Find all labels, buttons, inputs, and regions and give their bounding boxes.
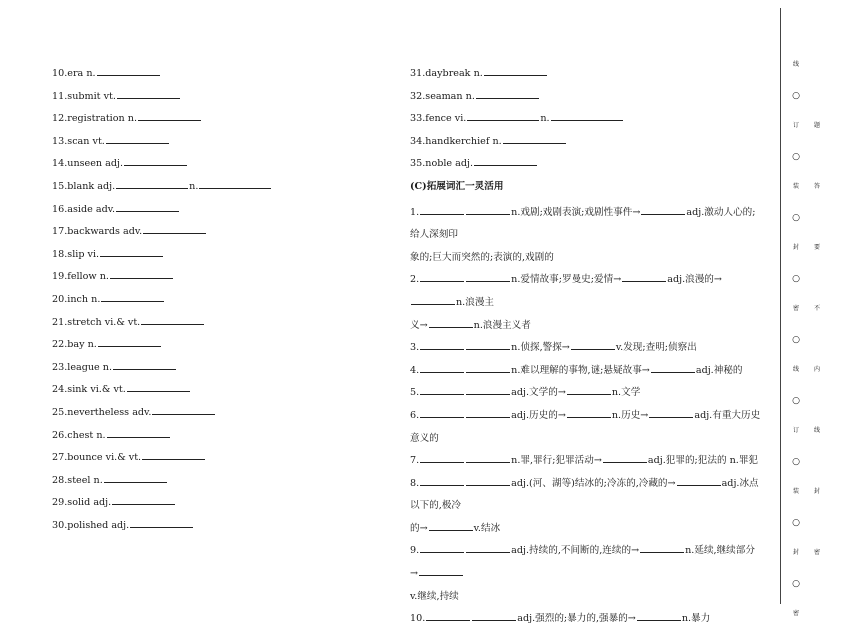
question-text: adj.有重大历史意义的 <box>410 409 761 444</box>
question-text: adj.历史的→ <box>511 409 566 421</box>
vocab-number: 30. <box>52 519 68 531</box>
answer-blank[interactable] <box>101 292 164 302</box>
fill-in-question <box>410 382 762 405</box>
binding-char <box>811 569 823 600</box>
vocab-pos: vi. <box>87 248 100 260</box>
vocab-word: sink <box>67 384 88 396</box>
vocab-item <box>52 202 372 225</box>
vocab-word: aside <box>67 203 93 215</box>
question-text: n.文学 <box>611 387 641 399</box>
answer-blank[interactable] <box>466 272 510 282</box>
answer-blank[interactable] <box>152 405 215 415</box>
fill-in-question <box>410 450 762 473</box>
answer-blank[interactable] <box>113 360 176 370</box>
answer-blank[interactable] <box>143 224 206 234</box>
answer-blank[interactable] <box>466 205 510 215</box>
vocab-pos: n. <box>86 68 96 79</box>
answer-blank[interactable] <box>106 134 169 144</box>
vocab-item <box>52 111 372 134</box>
binding-hole-mark: ○ <box>792 517 800 528</box>
binding-char: 订 <box>792 427 799 434</box>
vocab-pos: n. <box>87 339 97 351</box>
question-text: v.发现;查明;侦察出 <box>615 342 697 354</box>
question-text: adj.强烈的;暴力的,强暴的→ <box>517 613 636 625</box>
question-number: 2. <box>410 274 420 286</box>
vocab-number: 20. <box>52 293 68 305</box>
binding-margin-inner <box>790 50 802 630</box>
binding-hole-mark: ○ <box>792 212 800 223</box>
question-number: 3. <box>410 342 420 354</box>
vocab-number: 16. <box>52 203 68 215</box>
section-title: (C)拓展词汇一灵活用 <box>410 180 504 192</box>
answer-blank[interactable] <box>466 363 510 373</box>
binding-char <box>811 386 823 417</box>
vocab-number: 15. <box>52 180 68 192</box>
vocab-word: stretch <box>67 316 102 328</box>
vocab-number: 22. <box>52 339 68 351</box>
vocab-item <box>52 495 372 518</box>
answer-blank[interactable] <box>420 408 464 418</box>
vocab-word: solid <box>67 497 91 509</box>
question-number: 7. <box>410 455 420 467</box>
question-number: 10. <box>410 613 426 625</box>
question-line <box>410 269 762 314</box>
vocab-pos: n. <box>93 474 103 486</box>
binding-hole-mark: ○ <box>792 151 800 162</box>
vocab-pos: n. <box>102 361 113 373</box>
vocab-pos: n. <box>473 68 483 79</box>
question-number: 8. <box>410 477 420 489</box>
vocab-word: blank <box>67 180 95 192</box>
binding-line <box>780 8 781 604</box>
vocab-word: inch <box>67 293 89 305</box>
binding-char: 内 <box>813 366 820 373</box>
answer-blank[interactable] <box>138 111 201 121</box>
vocab-word: backwards <box>67 226 120 238</box>
vocab-item <box>52 428 372 451</box>
question-text: v.结冰 <box>473 522 501 534</box>
answer-blank[interactable] <box>141 315 204 325</box>
question-text: adj.神秘的 <box>695 364 743 376</box>
question-line <box>410 337 762 360</box>
vocab-number: 32. <box>410 90 426 102</box>
binding-char: 封 <box>813 488 820 495</box>
vocab-pos: vt. <box>103 90 116 102</box>
vocab-number: 27. <box>52 452 68 464</box>
binding-char: 装 <box>792 488 799 495</box>
vocab-item <box>410 134 762 157</box>
question-text: adj.文学的→ <box>511 387 566 399</box>
binding-char: 密 <box>813 549 820 556</box>
fill-in-question <box>410 473 762 541</box>
vocab-word: bay <box>67 339 85 351</box>
vocab-number: 29. <box>52 497 68 509</box>
vocab-word: unseen <box>67 158 103 170</box>
vocab-pos: n. <box>127 113 137 125</box>
question-number: 1. <box>410 206 420 218</box>
vocab-pos: adv. <box>122 226 143 238</box>
question-number: 6. <box>410 409 420 421</box>
binding-char <box>811 203 823 234</box>
vocab-pos: adj. <box>93 497 112 509</box>
vocab-number: 17. <box>52 226 68 238</box>
answer-blank[interactable] <box>420 385 464 395</box>
answer-blank[interactable] <box>476 89 539 99</box>
vocab-item <box>52 473 372 496</box>
question-text: adj.(河、湖等)结冰的;冷冻的,冷藏的→ <box>511 477 676 489</box>
binding-hole-mark: ○ <box>792 273 800 284</box>
vocab-pos-secondary: n. <box>189 180 199 192</box>
answer-blank[interactable] <box>567 385 611 395</box>
binding-char: 答 <box>813 183 820 190</box>
answer-blank[interactable] <box>466 476 510 486</box>
answer-blank[interactable] <box>116 179 188 189</box>
question-line <box>410 473 762 518</box>
binding-char: 线 <box>792 366 799 373</box>
answer-blank[interactable] <box>571 340 615 350</box>
question-text: n.历史→ <box>611 409 649 421</box>
vocab-number: 23. <box>52 361 68 373</box>
fill-in-question <box>410 405 762 450</box>
question-text: adj.冰点以下的,极冷 <box>410 477 759 512</box>
vocab-number: 19. <box>52 271 68 283</box>
vocab-pos: adv. <box>95 203 116 215</box>
question-text: n.暴力 <box>681 613 711 625</box>
vocab-pos: n. <box>91 293 101 305</box>
question-number: 4. <box>410 364 420 376</box>
question-text: 义→ <box>410 319 428 331</box>
vocab-word: seaman <box>425 90 463 102</box>
vocab-number: 14. <box>52 158 68 170</box>
vocab-item <box>52 292 372 315</box>
question-text: n.延续,继续部分→ <box>410 545 755 580</box>
question-line <box>410 202 762 247</box>
binding-char: 装 <box>792 183 799 190</box>
answer-blank[interactable] <box>640 543 684 553</box>
vocab-number: 34. <box>410 135 426 147</box>
question-text: 象的;巨大而突然的;表演的,戏剧的 <box>410 251 554 263</box>
vocab-column-right <box>410 66 762 631</box>
answer-blank[interactable] <box>420 476 464 486</box>
binding-hole-mark: ○ <box>792 90 800 101</box>
vocab-item <box>52 179 372 202</box>
vocab-word: registration <box>67 113 125 125</box>
vocab-number: 13. <box>52 135 68 147</box>
vocab-pos: adv. <box>132 406 152 418</box>
answer-blank[interactable] <box>107 428 170 438</box>
answer-blank[interactable] <box>551 111 623 121</box>
vocab-number: 33. <box>410 113 426 125</box>
vocab-number: 18. <box>52 248 68 260</box>
answer-blank[interactable] <box>124 156 187 166</box>
vocab-word: fellow <box>67 271 97 283</box>
vocab-number: 35. <box>410 158 426 170</box>
vocab-item <box>52 224 372 247</box>
binding-char: 订 <box>792 122 799 129</box>
question-line <box>410 540 762 585</box>
binding-char: 线 <box>813 427 820 434</box>
vocab-item <box>52 247 372 270</box>
answer-blank[interactable] <box>420 543 464 553</box>
question-line <box>410 315 762 338</box>
binding-char <box>811 447 823 478</box>
binding-char <box>811 599 823 630</box>
vocab-item <box>52 315 372 338</box>
binding-char <box>811 50 823 81</box>
answer-blank[interactable] <box>472 611 516 621</box>
binding-char: 题 <box>813 122 820 129</box>
vocab-item <box>410 66 762 89</box>
vocab-word: polished <box>67 519 109 531</box>
question-number: 9. <box>410 545 420 557</box>
vocab-pos: vi. <box>454 113 467 125</box>
binding-char: 密 <box>792 305 799 312</box>
answer-blank[interactable] <box>100 247 163 257</box>
vocab-item <box>52 518 372 541</box>
question-text: adj.犯罪的;犯法的 n.罪犯 <box>647 455 759 467</box>
vocab-item <box>52 134 372 157</box>
vocab-pos: adj. <box>105 158 124 170</box>
vocab-word: handkerchief <box>425 135 490 147</box>
vocab-item <box>410 89 762 112</box>
question-text: adj.浪漫的→ <box>667 274 722 286</box>
binding-margin-outer <box>811 50 823 630</box>
answer-blank[interactable] <box>466 453 510 463</box>
fill-in-question <box>410 202 762 270</box>
vocab-item <box>52 156 372 179</box>
question-text: n.爱情故事;罗曼史;爱情→ <box>511 274 622 286</box>
answer-blank[interactable] <box>466 543 510 553</box>
vocab-word: era <box>67 68 84 79</box>
vocab-word: league <box>67 361 100 373</box>
vocab-number: 11. <box>52 90 68 102</box>
question-text: n.难以理解的事物,谜;悬疑故事→ <box>511 364 650 376</box>
answer-blank[interactable] <box>420 340 464 350</box>
question-line <box>410 405 762 450</box>
vocab-number: 28. <box>52 474 68 486</box>
question-text: n.罪,罪行;犯罪活动→ <box>511 455 602 467</box>
binding-char <box>811 81 823 112</box>
binding-char: 封 <box>792 549 799 556</box>
fill-in-question <box>410 540 762 608</box>
vocab-pos: n. <box>492 135 502 147</box>
answer-blank[interactable] <box>503 134 566 144</box>
answer-blank[interactable] <box>112 495 175 505</box>
binding-char: 封 <box>792 244 799 251</box>
question-line <box>410 247 762 270</box>
vocab-word: submit <box>67 90 101 102</box>
answer-blank[interactable] <box>104 473 167 483</box>
answer-blank[interactable] <box>199 179 271 189</box>
answer-blank[interactable] <box>130 518 193 528</box>
question-line <box>410 382 762 405</box>
vocab-item <box>52 360 372 383</box>
vocab-number: 25. <box>52 406 68 418</box>
answer-blank[interactable] <box>420 205 464 215</box>
binding-char <box>811 264 823 295</box>
answer-blank[interactable] <box>429 521 473 531</box>
answer-blank[interactable] <box>411 295 455 305</box>
answer-blank[interactable] <box>98 337 161 347</box>
answer-blank[interactable] <box>467 111 539 121</box>
question-text: n.侦探,警探→ <box>511 342 570 354</box>
vocab-pos: vi.& vt. <box>104 316 141 328</box>
answer-blank[interactable] <box>116 202 179 212</box>
answer-blank[interactable] <box>426 611 470 621</box>
question-line <box>410 586 762 609</box>
answer-blank[interactable] <box>637 611 681 621</box>
vocab-pos: n. <box>99 271 109 283</box>
answer-blank[interactable] <box>420 453 464 463</box>
question-text: n.戏剧;戏剧表演;戏剧性事件→ <box>511 206 641 218</box>
vocab-item <box>52 269 372 292</box>
answer-blank[interactable] <box>127 382 190 392</box>
vocab-pos: n. <box>96 429 106 441</box>
vocab-word: nevertheless <box>67 406 130 418</box>
vocab-item <box>52 66 372 89</box>
vocab-item <box>52 382 372 405</box>
answer-blank[interactable] <box>420 363 464 373</box>
vocab-number: 31. <box>410 68 426 79</box>
fill-in-question <box>410 360 762 383</box>
answer-blank[interactable] <box>677 476 721 486</box>
vocab-number: 24. <box>52 384 68 396</box>
fill-in-question <box>410 269 762 337</box>
question-text: 的→ <box>410 522 428 534</box>
vocab-pos: vi.& vt. <box>105 452 142 464</box>
answer-blank[interactable] <box>641 205 685 215</box>
vocab-word: noble <box>425 158 453 170</box>
answer-blank[interactable] <box>651 363 695 373</box>
question-text: adj.激动人心的;给人深刻印 <box>410 206 756 241</box>
question-line <box>410 608 762 631</box>
answer-blank[interactable] <box>622 272 666 282</box>
binding-char: 不 <box>813 305 820 312</box>
answer-blank[interactable] <box>649 408 693 418</box>
answer-blank[interactable] <box>466 408 510 418</box>
vocab-word: steel <box>67 474 91 486</box>
vocab-word: daybreak <box>425 68 471 79</box>
answer-blank[interactable] <box>142 450 205 460</box>
vocab-word: slip <box>67 248 85 260</box>
vocab-word: bounce <box>67 452 103 464</box>
binding-hole-mark: ○ <box>792 395 800 406</box>
answer-blank[interactable] <box>567 408 611 418</box>
vocab-item <box>410 111 762 134</box>
vocab-item <box>410 156 762 179</box>
binding-char: 密 <box>792 610 799 617</box>
binding-hole-mark: ○ <box>792 578 800 589</box>
answer-blank[interactable] <box>419 566 463 576</box>
binding-char: 要 <box>813 244 820 251</box>
vocab-item <box>52 89 372 112</box>
binding-char <box>811 508 823 539</box>
question-line <box>410 360 762 383</box>
vocab-word: chest <box>67 429 94 441</box>
answer-blank[interactable] <box>474 156 537 166</box>
vocab-pos: adj. <box>455 158 474 170</box>
vocab-pos-secondary: n. <box>540 113 550 125</box>
vocab-column-left <box>52 66 372 540</box>
binding-char <box>811 142 823 173</box>
fill-in-question <box>410 337 762 360</box>
vocab-pos: vt. <box>92 135 105 147</box>
vocab-pos: adj. <box>97 180 116 192</box>
question-number: 5. <box>410 387 420 399</box>
question-text: v.继续,持续 <box>410 590 459 602</box>
binding-char <box>811 325 823 356</box>
vocab-item <box>52 405 372 428</box>
answer-blank[interactable] <box>97 66 160 76</box>
answer-blank[interactable] <box>420 272 464 282</box>
vocab-item <box>52 337 372 360</box>
question-line <box>410 450 762 473</box>
answer-blank[interactable] <box>466 340 510 350</box>
vocab-item <box>52 450 372 473</box>
vocab-number: 21. <box>52 316 68 328</box>
binding-hole-mark: ○ <box>792 456 800 467</box>
answer-blank[interactable] <box>466 385 510 395</box>
vocab-word: scan <box>67 135 90 147</box>
binding-char: 线 <box>792 61 799 68</box>
answer-blank[interactable] <box>429 318 473 328</box>
vocab-number: 12. <box>52 113 68 125</box>
answer-blank[interactable] <box>484 66 547 76</box>
answer-blank[interactable] <box>603 453 647 463</box>
answer-blank[interactable] <box>110 269 173 279</box>
binding-hole-mark: ○ <box>792 334 800 345</box>
question-text: n.浪漫主 <box>456 296 495 308</box>
answer-blank[interactable] <box>117 89 180 99</box>
vocab-pos: adj. <box>111 519 130 531</box>
question-text: n.浪漫主义者 <box>473 319 531 331</box>
vocab-pos: vi.& vt. <box>90 384 126 396</box>
fill-in-question <box>410 608 762 631</box>
vocab-word: fence <box>425 113 452 125</box>
vocab-pos: n. <box>465 90 475 102</box>
vocab-number: 26. <box>52 429 68 441</box>
question-line <box>410 518 762 541</box>
question-text: adj.持续的,不间断的,连续的→ <box>511 545 640 557</box>
vocab-number: 10. <box>52 68 68 79</box>
